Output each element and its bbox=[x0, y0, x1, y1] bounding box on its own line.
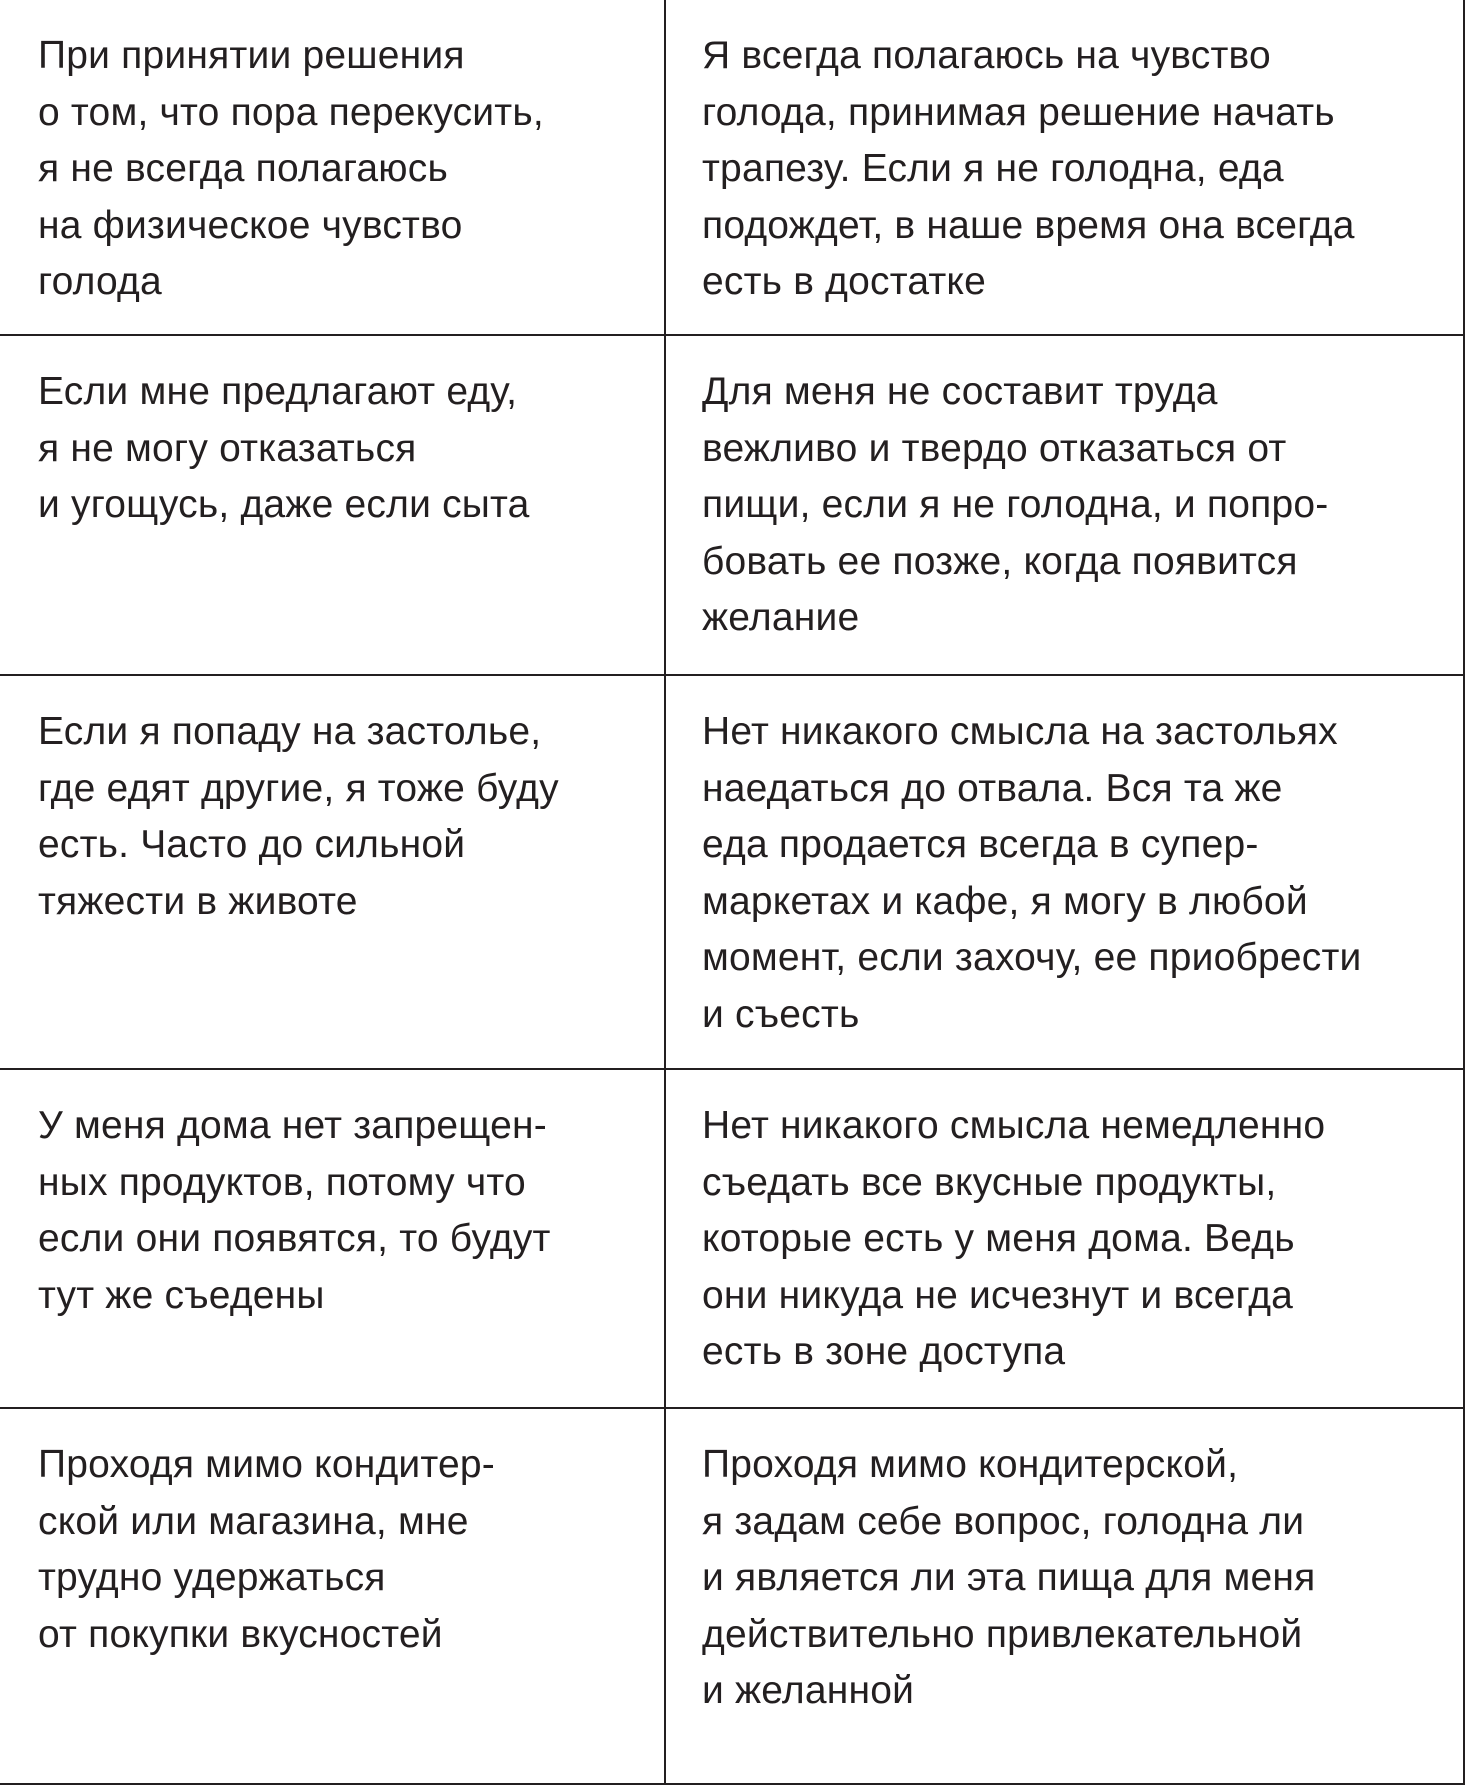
text-line: Если я попаду на застолье, bbox=[38, 710, 542, 753]
habit-cell bbox=[0, 0, 665, 335]
table-row bbox=[0, 1408, 1464, 1784]
text-line: вежливо и твердо отказаться от bbox=[702, 426, 1287, 470]
alternative-cell bbox=[665, 1408, 1464, 1784]
text-line: момент, если захочу, ее приобрести bbox=[702, 936, 1362, 979]
text-line: При принятии решения bbox=[38, 34, 465, 77]
text-line: где едят другие, я тоже буду bbox=[38, 766, 559, 810]
text-line: Проходя мимо кондитер- bbox=[38, 1443, 495, 1486]
text-line: трапезу. Если я не голодна, еда bbox=[702, 147, 1284, 190]
text-line: наедаться до отвала. Вся та же bbox=[702, 766, 1283, 810]
table-row bbox=[0, 335, 1464, 675]
text-line: я не всегда полагаюсь bbox=[38, 147, 448, 190]
text-line: Нет никакого смысла на застольях bbox=[702, 710, 1338, 753]
table-row bbox=[0, 1069, 1464, 1408]
text-line: о том, что пора перекусить, bbox=[38, 90, 544, 134]
text-line: я задам себе вопрос, голодна ли bbox=[702, 1499, 1305, 1543]
text-line: тут же съедены bbox=[38, 1273, 325, 1317]
text-line: Для меня не составит труда bbox=[702, 370, 1218, 413]
text-line: голода bbox=[38, 260, 162, 303]
text-line: от покупки вкусностей bbox=[38, 1612, 443, 1656]
text-line: которые есть у меня дома. Ведь bbox=[702, 1217, 1295, 1260]
text-line: бовать ее позже, когда появится bbox=[702, 539, 1298, 583]
text-line: голода, принимая решение начать bbox=[702, 90, 1335, 134]
text-line: и съесть bbox=[702, 992, 860, 1036]
text-line: ных продуктов, потому что bbox=[38, 1160, 526, 1204]
text-line: тяжести в животе bbox=[38, 879, 358, 923]
alternative-cell bbox=[665, 335, 1464, 675]
alternative-cell bbox=[665, 0, 1464, 335]
text-line: есть в зоне доступа bbox=[702, 1330, 1066, 1373]
text-line: еда продается всегда в супер- bbox=[702, 823, 1259, 866]
text-line: трудно удержаться bbox=[38, 1556, 386, 1599]
table-row bbox=[0, 0, 1464, 335]
text-line: подождет, в наше время она всегда bbox=[702, 203, 1355, 247]
text-line: я не могу отказаться bbox=[38, 426, 417, 470]
table-row bbox=[0, 675, 1464, 1069]
text-line: и желанной bbox=[702, 1669, 915, 1712]
text-line: Я всегда полагаюсь на чувство bbox=[702, 34, 1271, 77]
text-line: пищи, если я не голодна, и попро- bbox=[702, 483, 1329, 526]
habit-cell bbox=[0, 1069, 665, 1408]
alternative-cell bbox=[665, 1069, 1464, 1408]
text-line: они никуда не исчезнут и всегда bbox=[702, 1273, 1294, 1317]
text-line: и угощусь, даже если сыта bbox=[38, 483, 530, 526]
alternative-cell bbox=[665, 675, 1464, 1069]
text-line: ской или магазина, мне bbox=[38, 1499, 469, 1543]
habit-cell bbox=[0, 335, 665, 675]
habit-cell bbox=[0, 675, 665, 1069]
text-line: и является ли эта пища для меня bbox=[702, 1556, 1316, 1599]
habit-cell bbox=[0, 1408, 665, 1784]
text-line: желание bbox=[702, 596, 860, 639]
text-line: если они появятся, то будут bbox=[38, 1217, 551, 1260]
text-line: действительно привлекательной bbox=[702, 1612, 1303, 1656]
text-line: съедать все вкусные продукты, bbox=[702, 1160, 1277, 1204]
text-line: на физическое чувство bbox=[38, 203, 463, 247]
text-line: есть в достатке bbox=[702, 260, 987, 303]
text-line: Нет никакого смысла немедленно bbox=[702, 1104, 1326, 1147]
text-line: есть. Часто до сильной bbox=[38, 823, 466, 866]
text-line: Проходя мимо кондитерской, bbox=[702, 1443, 1239, 1486]
text-line: Если мне предлагают еду, bbox=[38, 370, 518, 413]
text-line: маркетах и кафе, я могу в любой bbox=[702, 879, 1308, 923]
text-line: У меня дома нет запрещен- bbox=[38, 1104, 547, 1147]
